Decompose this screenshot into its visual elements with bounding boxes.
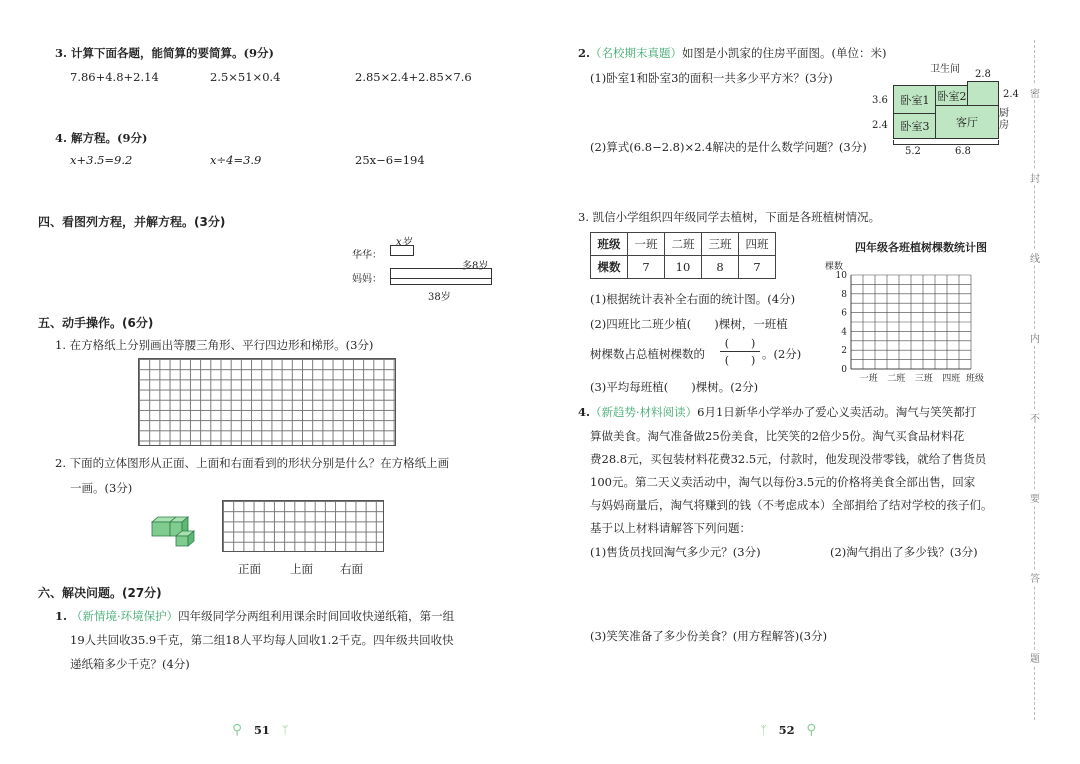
q3-title: 3. 计算下面各题，能简算的要简算。(9分) — [55, 46, 274, 60]
q4-title: 4. 解方程。(9分) — [55, 131, 148, 145]
q3-item-2: 2.5×51×0.4 — [210, 70, 281, 84]
s6-q1-text: 四年级同学分两组利用课余时间回收快递纸箱，第一组 — [178, 609, 455, 623]
dim-6-8: 6.8 — [955, 146, 971, 157]
r-q4-p1: (1)售货员找回淘气多少元？(3分) — [590, 545, 761, 559]
more8-label: 多8岁 — [462, 261, 489, 272]
seal-char: 答 — [1030, 570, 1040, 585]
y-tick-label: 6 — [841, 308, 847, 319]
section-5-title: 五、动手操作。(6分) — [38, 316, 154, 330]
section-6-title: 六、解决问题。(27分) — [38, 586, 162, 600]
seal-line — [1034, 40, 1035, 720]
r-q4-l1: 6月1日新华小学举办了爱心义卖活动。淘气与笑笑都打 — [697, 405, 977, 419]
r-q4-l4: 100元。第二天义卖活动中，淘气以每份3.5元的价格将美食全部出售，回家 — [590, 475, 976, 489]
tree-icon: ⚲ — [806, 722, 817, 738]
x-years-label: x岁 — [396, 237, 412, 248]
bedroom-1: 卧室1 — [893, 85, 937, 115]
r-q4-line1 — [578, 404, 976, 420]
s6-q1-line1: 1. （新情境·环境保护）四年级同学分两组利用课余时间回收快递纸箱，第一组 — [55, 609, 455, 623]
s5-q2b: 一画。(3分) — [70, 481, 133, 495]
bedroom-3: 卧室3 — [893, 113, 937, 139]
r-q2-p2: (2)算式(6.8−2.8)×2.4解决的是什么数学问题？(3分) — [590, 140, 867, 154]
table-cell: 8 — [702, 256, 739, 279]
fraction-blank[interactable]: ( ) ( ) — [720, 335, 760, 368]
dim-5-2: 5.2 — [905, 146, 921, 157]
view-front: 正面 — [238, 562, 261, 576]
grid-paper-1[interactable] — [138, 358, 396, 446]
section-4-title: 四、看图列方程，并解方程。(3分) — [38, 215, 226, 229]
q4-item-1: x+3.5=9.2 — [70, 153, 133, 167]
chart-title: 四年级各班植树棵数统计图 — [855, 241, 987, 254]
r-q3-p2b: 树棵数占总植树棵数的 — [590, 347, 705, 361]
y-tick-label: 10 — [835, 271, 847, 281]
r-q4-l2: 算做美食。淘气准备做25份美食，比笑笑的2倍少5份。淘气买食品材料花 — [590, 429, 965, 443]
q3-item-3: 2.85×2.4+2.85×7.6 — [355, 70, 472, 84]
living-room: 客厅 — [935, 105, 999, 139]
sprout-icon: ⚲ — [232, 722, 243, 738]
kitchen-label: 厨房 — [999, 108, 1009, 131]
s5-q2a: 2. 下面的立体图形从正面、上面和右面看到的形状分别是什么？在方格纸上画 — [55, 456, 450, 470]
table-header: 二班 — [665, 233, 702, 256]
dim-2-4-left: 2.4 — [872, 120, 888, 131]
table-header: 班级 — [591, 233, 628, 256]
table-row — [591, 233, 776, 256]
seal-char: 不 — [1030, 410, 1040, 425]
toilet-room — [967, 81, 999, 107]
table-cell: 7 — [739, 256, 776, 279]
table-cell: 棵数 — [591, 256, 628, 279]
r-q3-p2a: (2)四班比二班少植( )棵树，一班植 — [590, 317, 788, 331]
s6-q1-line3: 递纸箱多少千克？(4分) — [70, 657, 190, 671]
seal-char: 要 — [1030, 490, 1040, 505]
bar-chart — [815, 252, 995, 382]
left-page-footer — [232, 722, 289, 738]
r-q2-title — [578, 45, 887, 61]
mama-bar — [390, 268, 492, 279]
mama-label: 妈妈： — [352, 274, 382, 285]
x-tick-label: 三班 — [914, 374, 933, 382]
q4-item-2: x÷4=3.9 — [210, 153, 262, 167]
toilet-label: 卫生间 — [930, 64, 960, 75]
r-q2-tag: （名校期末真题） — [590, 46, 683, 60]
grid-paper-2[interactable] — [222, 500, 384, 552]
r-q4-num: 4. — [578, 405, 591, 419]
dim-3-6: 3.6 — [872, 95, 888, 106]
seal-char: 题 — [1030, 650, 1040, 665]
r-q3-title: 3. 凯信小学组织四年级同学去植树，下面是各班植树情况。 — [578, 210, 881, 224]
r-q4-l6: 基于以上材料请解答下列问题： — [590, 521, 751, 535]
x-axis-label: 班级 — [965, 374, 985, 382]
r-q4-p2: (2)淘气捐出了多少钱？(3分) — [830, 545, 978, 559]
sprout-icon: ᛉ — [760, 723, 767, 737]
view-right: 右面 — [340, 562, 363, 576]
r-q2-num: 2. — [578, 46, 591, 60]
x-tick-label: 二班 — [887, 374, 906, 382]
brace — [390, 279, 492, 285]
y-tick-label: 2 — [841, 346, 847, 357]
dim-line-bottom — [893, 140, 999, 145]
huahua-label: 华华： — [352, 250, 382, 261]
table-header: 四班 — [739, 233, 776, 256]
q4-item-3: 25x−6=194 — [355, 153, 425, 167]
x-tick-label: 四班 — [942, 374, 961, 382]
r-q3-p1: (1)根据统计表补全右面的统计图。(4分) — [590, 292, 796, 306]
r-q4-l3: 费28.8元，买包装材料花费32.5元，付款时，他发现没带零钱，就给了售货员 — [590, 452, 987, 466]
s6-q1-line2: 19人共回收35.9千克，第二组18人平均每人回收1.2千克。四年级共回收快 — [70, 633, 454, 647]
stats-table — [590, 232, 776, 279]
total-label: 38岁 — [428, 292, 451, 303]
y-tick-label: 8 — [841, 289, 847, 300]
cube-figure — [148, 514, 208, 548]
y-axis-label: 棵数 — [824, 262, 843, 272]
table-header: 三班 — [702, 233, 739, 256]
page-number-left: 51 — [253, 723, 270, 737]
page-number-right: 52 — [778, 723, 795, 737]
s6-q1-tag: （新情境·环境保护） — [71, 609, 179, 623]
r-q4-l5: 与妈妈商量后，淘气将赚到的钱（不考虑成本）全部捐给了结对学校的孩子们。 — [590, 498, 993, 512]
view-top: 上面 — [290, 562, 313, 576]
leaf-icon: ᛉ — [281, 723, 289, 737]
r-q4-tag: （新趋势·材料阅读） — [590, 405, 698, 419]
r-q2-p1: (1)卧室1和卧室3的面积一共多少平方米？(3分) — [590, 71, 833, 85]
table-cell: 7 — [628, 256, 665, 279]
r-q3-p3: (3)平均每班植( )棵树。(2分) — [590, 380, 759, 394]
seal-char: 线 — [1030, 250, 1040, 265]
y-tick-label: 0 — [841, 365, 847, 375]
seal-char: 内 — [1030, 330, 1040, 345]
bedroom-2: 卧室2 — [935, 85, 969, 107]
dim-2-4-right: 2.4 — [1003, 89, 1019, 100]
r-q2-text: 如图是小凯家的住房平面图。(单位：米) — [682, 46, 887, 60]
seal-char: 封 — [1030, 170, 1040, 185]
q3-item-1: 7.86+4.8+2.14 — [70, 70, 159, 84]
table-header: 一班 — [628, 233, 665, 256]
dim-2-8: 2.8 — [975, 69, 991, 80]
table-cell: 10 — [665, 256, 702, 279]
x-tick-label: 一班 — [859, 374, 878, 382]
table-row — [591, 256, 776, 279]
seal-char: 密 — [1030, 85, 1040, 100]
y-tick-label: 4 — [841, 327, 847, 338]
right-page-footer — [760, 722, 817, 738]
r-q4-p3: (3)笑笑准备了多少份美食？(用方程解答)(3分) — [590, 629, 828, 643]
s5-q1: 1. 在方格纸上分别画出等腰三角形、平行四边形和梯形。(3分) — [55, 338, 374, 352]
r-q3-p2c: 。(2分) — [762, 347, 802, 361]
huahua-bar — [390, 245, 414, 256]
